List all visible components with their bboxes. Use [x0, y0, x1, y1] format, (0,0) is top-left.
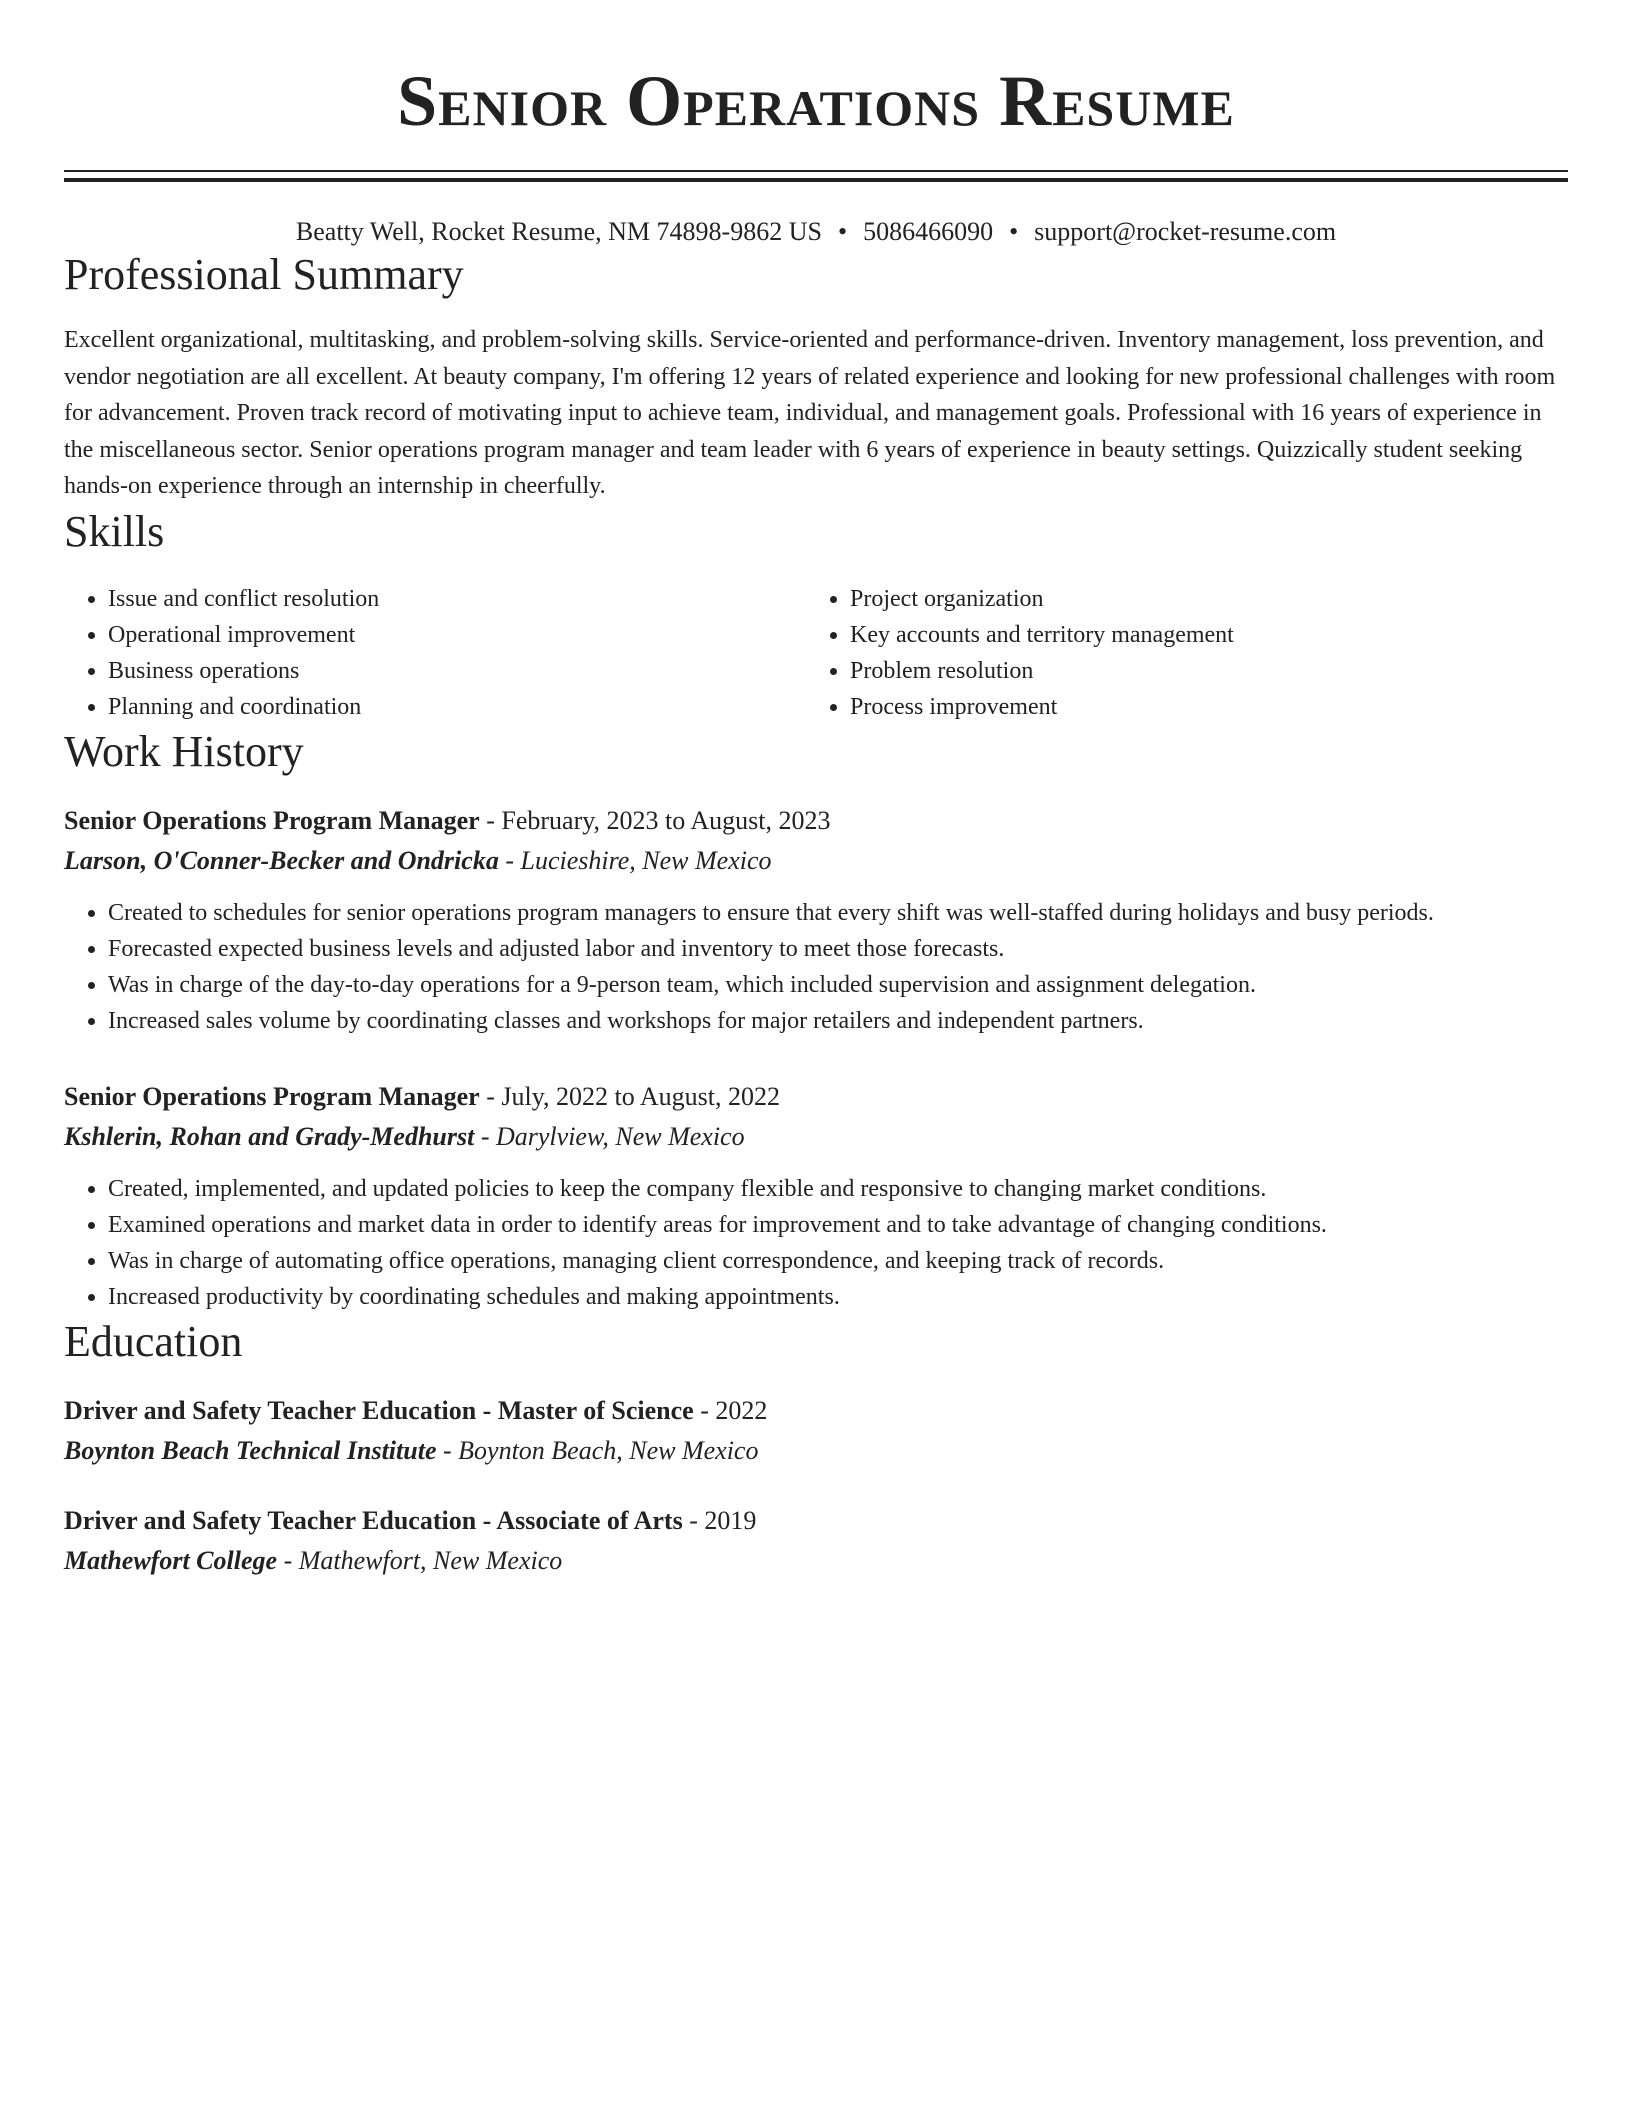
contact-line	[64, 216, 1568, 248]
job-bullets	[64, 895, 1568, 1039]
skill-item: • Problem resolution	[850, 653, 1548, 689]
skill-item: • Planning and coordination	[108, 689, 806, 725]
job-company: Kshlerin, Rohan and Grady-Medhurst	[64, 1121, 475, 1151]
job-location: - Lucieshire, New Mexico	[498, 845, 772, 875]
job-company-line	[64, 1117, 1568, 1157]
education-location: - Boynton Beach, New Mexico	[436, 1435, 759, 1465]
skills-list	[64, 581, 1568, 725]
education-degree-line	[64, 1391, 1568, 1431]
summary-heading: Professional Summary	[64, 250, 464, 299]
job-title-line	[64, 1077, 1568, 1117]
skills-column-left	[64, 581, 806, 725]
job-dates: - July, 2022 to August, 2022	[479, 1081, 780, 1111]
job-bullets	[64, 1171, 1568, 1315]
education-school: Boynton Beach Technical Institute	[64, 1435, 437, 1465]
education-school-line	[64, 1431, 1568, 1471]
education-heading: Education	[64, 1316, 243, 1366]
contact-address: Beatty Well, Rocket Resume, NM 74898-9862 US	[295, 217, 822, 246]
contact-email: support@rocket-resume.com	[1034, 217, 1337, 246]
job-role: Senior Operations Program Manager	[64, 805, 480, 835]
divider-thick-line	[64, 178, 1568, 182]
job-bullet: • Was in charge of automating office operations, managing client correspondence, and keeping track of records.	[108, 1243, 1568, 1279]
skill-item: • Issue and conflict resolution	[108, 581, 806, 617]
education-year: - 2019	[682, 1505, 757, 1535]
education-entry	[64, 1501, 1568, 1581]
job-bullet: • Examined operations and market data in order to identify areas for improvement and to take advantage of changing conditions.	[108, 1207, 1568, 1243]
job-dates: - February, 2023 to August, 2023	[479, 805, 831, 835]
skill-item: • Business operations	[108, 653, 806, 689]
job-bullet: • Increased sales volume by coordinating classes and workshops for major retailers and independent partners.	[108, 1003, 1568, 1039]
education-entry	[64, 1391, 1568, 1471]
work-history-heading: Work History	[64, 726, 304, 776]
job-bullet: • Forecasted expected business levels and adjusted labor and inventory to meet those forecasts.	[108, 931, 1568, 967]
summary-text: Excellent organizational, multitasking, and problem-solving skills. Service-oriented and performance-driven. Inventory management, loss prevention, and vendor negotiation are all excellent. At beauty company, I'm offering 12 years of related experience and looking for new professional challenges with room for advancement. Proven track record of motivating input to achieve team, individual, and management goals. Professional with 16 years of experience in the miscellaneous sector. Senior operations program manager and team leader with 6 years of experience in beauty settings. Quizzically student seeking hands-on experience through an internship in cheerfully.	[64, 327, 1556, 499]
skill-item: • Operational improvement	[108, 617, 806, 653]
skill-item: • Process improvement	[850, 689, 1548, 725]
education-school-line	[64, 1541, 1568, 1581]
skills-heading: Skills	[64, 506, 165, 556]
title-divider	[64, 170, 1568, 182]
education-year: - 2022	[693, 1395, 768, 1425]
job-bullet: • Increased productivity by coordinating schedules and making appointments.	[108, 1279, 1568, 1315]
education-school: Mathewfort College	[64, 1545, 278, 1575]
contact-separator: •	[837, 217, 848, 246]
job-bullet: • Was in charge of the day-to-day operations for a 9-person team, which included supervision and assignment delegation.	[108, 967, 1568, 1003]
job-bullet: • Created to schedules for senior operations program managers to ensure that every shift was well-staffed during holidays and busy periods.	[108, 895, 1568, 931]
contact-phone: 5086466090	[863, 217, 994, 246]
education-degree: Driver and Safety Teacher Education - Master of Science	[64, 1395, 694, 1425]
education-degree: Driver and Safety Teacher Education - Associate of Arts	[64, 1505, 683, 1535]
job-entry	[64, 801, 1568, 1039]
job-entry	[64, 1077, 1568, 1315]
resume-title: Senior Operations Resume	[397, 61, 1235, 141]
job-company-line	[64, 841, 1568, 881]
skills-column-right	[806, 581, 1548, 725]
education-location: - Mathewfort, New Mexico	[277, 1545, 563, 1575]
job-location: - Darylview, New Mexico	[474, 1121, 745, 1151]
skill-item: • Key accounts and territory management	[850, 617, 1548, 653]
job-bullet: • Created, implemented, and updated policies to keep the company flexible and responsive to changing market conditions.	[108, 1171, 1568, 1207]
job-company: Larson, O'Conner-Becker and Ondricka	[64, 845, 499, 875]
job-role: Senior Operations Program Manager	[64, 1081, 480, 1111]
contact-separator: •	[1009, 217, 1019, 246]
skill-item: • Project organization	[850, 581, 1548, 617]
job-title-line	[64, 801, 1568, 841]
education-degree-line	[64, 1501, 1568, 1541]
